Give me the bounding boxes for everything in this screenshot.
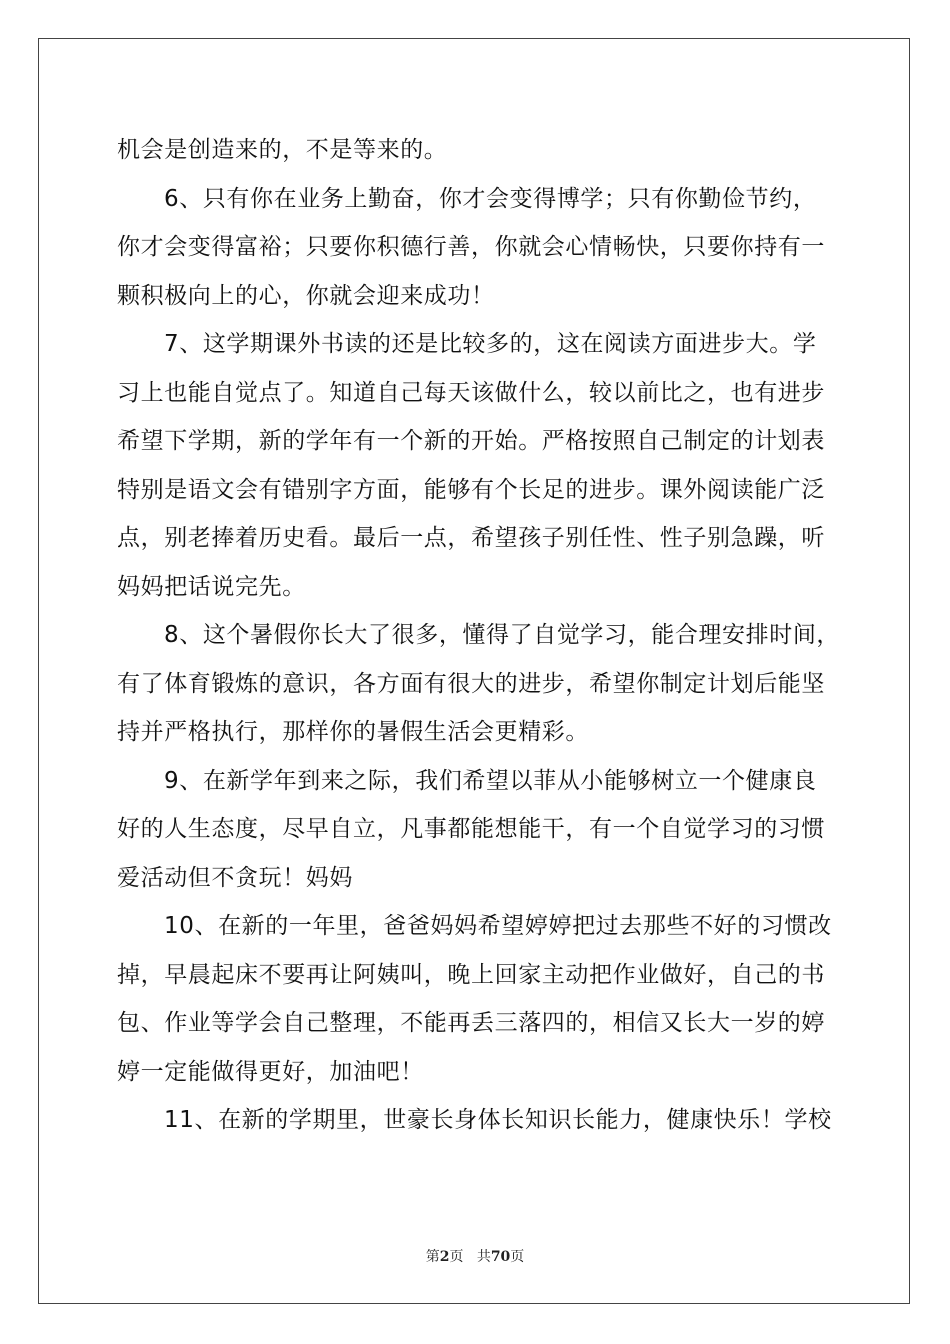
page-label-prefix: 第	[425, 1249, 440, 1265]
text-line: 好的人生态度，尽早自立，凡事都能想能干，有一个自觉学习的习惯	[117, 816, 825, 842]
text-line: 有了体育锻炼的意识，各方面有很大的进步，希望你制定计划后能坚	[117, 670, 825, 697]
total-page-count: 70	[490, 1249, 511, 1265]
text-line: 希望下学期，新的学年有一个新的开始。严格按照自己制定的计划表	[117, 428, 825, 454]
text-line: 7、这学期课外书读的还是比较多的，这在阅读方面进步大。学	[164, 331, 817, 357]
page-footer	[0, 1246, 950, 1266]
current-page-number: 2	[439, 1249, 450, 1265]
text-line: 8、这个暑假你长大了很多，懂得了自觉学习，能合理安排时间，	[164, 622, 841, 648]
text-line: 婷一定能做得更好，加油吧！	[117, 1058, 424, 1085]
text-line: 9、在新学年到来之际，我们希望以菲从小能够树立一个健康良	[164, 767, 817, 794]
text-line: 习上也能自觉点了。知道自己每天该做什么，较以前比之，也有进步	[117, 379, 825, 406]
text-line: 包、作业等学会自己整理，不能再丢三落四的，相信又长大一岁的婷	[117, 1010, 825, 1036]
text-line: 6、只有你在业务上勤奋，你才会变得博学；只有你勤俭节约，	[164, 185, 817, 212]
text-line: 机会是创造来的，不是等来的。	[117, 137, 448, 163]
text-line: 妈妈把话说完先。	[117, 573, 306, 600]
text-line: 10、在新的一年里，爸爸妈妈希望婷婷把过去那些不好的习惯改	[164, 913, 832, 939]
text-line: 持并严格执行，那样你的暑假生活会更精彩。	[117, 719, 589, 745]
text-line: 爱活动但不贪玩！妈妈	[117, 864, 353, 891]
text-line: 特别是语文会有错别字方面，能够有个长足的进步。课外阅读能广泛	[117, 476, 825, 503]
text-line: 颗积极向上的心，你就会迎来成功！	[117, 282, 495, 309]
text-line: 你才会变得富裕；只要你积德行善，你就会心情畅快，只要你持有一	[117, 234, 825, 260]
text-line: 11、在新的学期里，世豪长身体长知识长能力，健康快乐！学校	[164, 1107, 832, 1133]
total-label-prefix: 共	[476, 1249, 491, 1265]
page-label-suffix: 页	[449, 1249, 464, 1265]
text-line: 掉，早晨起床不要再让阿姨叫，晚上回家主动把作业做好，自己的书	[117, 961, 825, 988]
text-line: 点，别老捧着历史看。最后一点，希望孩子别任性、性子别急躁，听	[117, 525, 825, 551]
total-label-suffix: 页	[510, 1249, 525, 1265]
document-body	[117, 126, 841, 1145]
